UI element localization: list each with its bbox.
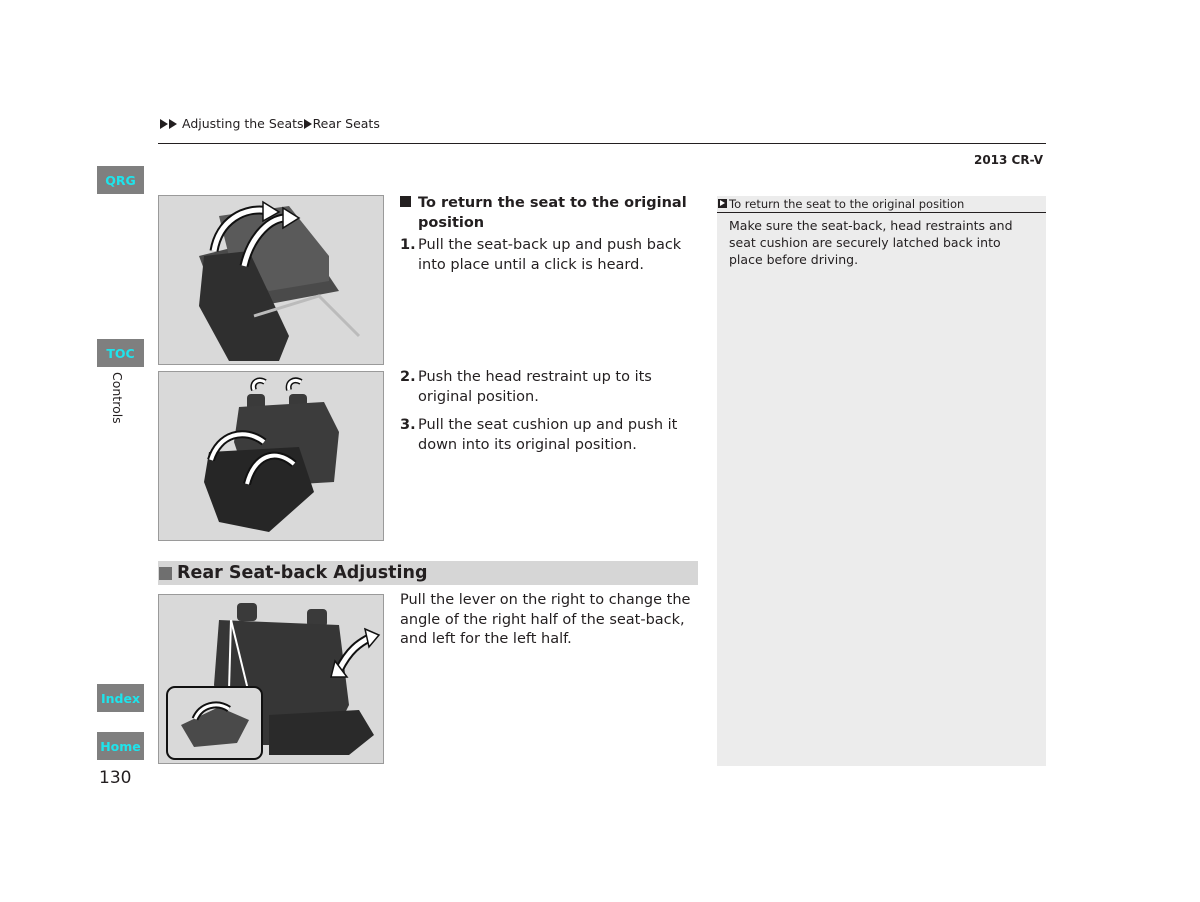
step-1: 1. Pull the seat-back up and push back into place until a click is heard.	[400, 237, 682, 273]
section-title: Rear Seat-back Adjusting	[177, 563, 428, 583]
note-body: Make sure the seat-back, head restraints and seat cushion are securely latched back into place before driving.	[729, 218, 1013, 267]
toc-tab[interactable]: TOC	[97, 339, 144, 367]
breadcrumb-link-adjusting-seats[interactable]: Adjusting the Seats	[181, 116, 304, 131]
section-square-icon	[159, 567, 172, 580]
header-rule	[158, 143, 1046, 144]
breadcrumb-arrow-icon	[169, 119, 177, 129]
home-tab[interactable]: Home	[97, 732, 144, 760]
note-arrow-icon	[718, 199, 727, 208]
return-section-heading: To return the seat to the original position	[400, 193, 690, 233]
breadcrumb-link-rear-seats[interactable]: Rear Seats	[312, 116, 380, 131]
seatback-return-illustration	[158, 195, 384, 365]
rear-seatback-instructions: Pull the lever on the right to change the angle of the right half of the seat-back, and left for the left half.	[400, 592, 691, 647]
index-tab[interactable]: Index	[97, 684, 144, 712]
seatback-adjust-illustration	[158, 594, 384, 764]
rear-seatback-section-header	[158, 561, 698, 585]
note-panel	[717, 196, 1046, 766]
note-heading: To return the seat to the original position	[717, 196, 1046, 213]
breadcrumb-arrow-icon	[160, 119, 168, 129]
chapter-label: Controls	[110, 372, 125, 424]
heading-square-icon	[400, 196, 411, 207]
breadcrumb-arrow-icon	[304, 119, 312, 129]
model-label: 2013 CR-V	[973, 153, 1043, 167]
headrest-cushion-illustration	[158, 371, 384, 541]
qrg-tab[interactable]: QRG	[97, 166, 144, 194]
breadcrumb	[160, 116, 380, 131]
step-2: 2. Push the head restraint up to its original position.	[400, 369, 652, 405]
step-3: 3. Pull the seat cushion up and push it down into its original position.	[400, 417, 678, 453]
page-number: 130	[99, 768, 132, 788]
